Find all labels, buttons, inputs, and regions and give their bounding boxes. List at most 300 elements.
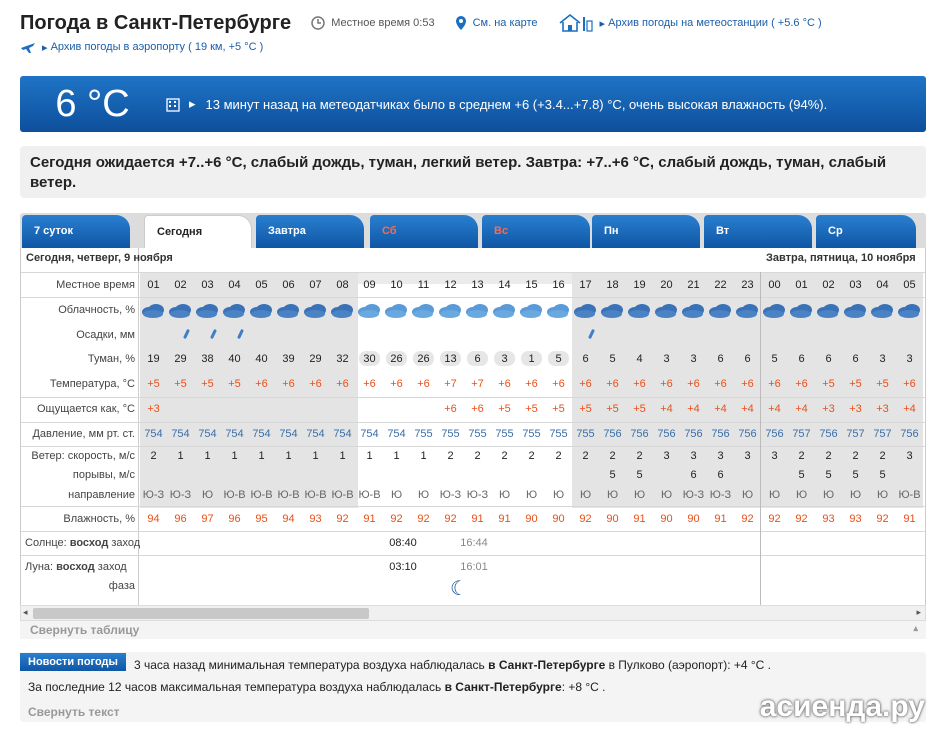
feels-cell: +5 (498, 403, 511, 415)
arrow-icon: ▸ (189, 96, 196, 111)
wind-cell: 3 (663, 450, 670, 462)
cloud-icon (437, 301, 463, 319)
wind-cell: 1 (231, 450, 238, 462)
humidity-cell: 92 (390, 513, 403, 525)
wind-cell: 2 (528, 450, 535, 462)
row-divider (21, 531, 925, 532)
label-wind: Ветер: скорость, м/с (31, 450, 135, 462)
sensor-message-text: 13 минут назад на метеодатчиках было в среднем +6 (+3.4...+7.8) °C, очень высокая влажность (94%). (205, 96, 828, 112)
pressure-cell: 756 (765, 428, 784, 440)
row-labels (21, 248, 139, 605)
direction-cell: Ю (822, 489, 835, 501)
direction-cell: Ю (876, 489, 889, 501)
fog-cell: 6 (717, 353, 724, 365)
direction-cell: Ю (201, 489, 214, 501)
label-humidity: Влажность, % (63, 513, 135, 525)
wind-cell: 2 (150, 450, 157, 462)
humidity-cell: 95 (255, 513, 268, 525)
airplane-icon (20, 40, 36, 54)
direction-cell: Ю (741, 489, 754, 501)
gust-cell: 5 (852, 469, 859, 481)
pressure-cell: 755 (522, 428, 541, 440)
map-pin-icon (455, 15, 467, 31)
station-temp: ( +5.6 °C ) (771, 17, 822, 29)
pressure-cell: 754 (144, 428, 163, 440)
temp-cell: +6 (336, 378, 349, 390)
pressure-cell: 754 (198, 428, 217, 440)
moon-phase-icon: ☾ (450, 578, 468, 600)
cloud-icon (329, 301, 355, 319)
map-link-label: См. на карте (472, 17, 538, 29)
hour-cell: 22 (714, 279, 727, 291)
wind-cell: 3 (717, 450, 724, 462)
wind-cell: 2 (879, 450, 886, 462)
fog-cell: 26 (390, 353, 403, 365)
cloud-icon (572, 301, 598, 319)
temp-cell: +6 (903, 378, 916, 390)
feels-cell: +4 (795, 403, 808, 415)
label-sun (25, 537, 140, 549)
humidity-cell: 91 (498, 513, 511, 525)
gust-cell: 5 (609, 469, 616, 481)
gust-cell: 5 (825, 469, 832, 481)
tab-3[interactable]: Сб (370, 215, 478, 248)
temp-cell: +5 (849, 378, 862, 390)
temp-cell: +6 (390, 378, 403, 390)
news-text: 3 часа назад минимальная температура воздуха наблюдалась (134, 658, 489, 672)
cloud-icon (815, 301, 841, 319)
day-header-tomorrow: Завтра, пятница, 10 ноября (766, 252, 916, 264)
cloud-icon (761, 301, 787, 319)
sensor-message (165, 96, 827, 112)
humidity-cell: 91 (633, 513, 646, 525)
scroll-left-icon[interactable]: ◂ (23, 607, 28, 617)
label-temp: Температура, °С (49, 378, 135, 390)
hour-cell: 21 (687, 279, 700, 291)
tab-0[interactable]: 7 суток (22, 215, 130, 248)
temp-cell: +6 (282, 378, 295, 390)
hour-cell: 10 (390, 279, 403, 291)
row-divider (21, 397, 925, 398)
tab-1[interactable]: Сегодня (144, 215, 252, 248)
temp-cell: +6 (498, 378, 511, 390)
wind-cell: 1 (258, 450, 265, 462)
tab-6[interactable]: Вт (704, 215, 812, 248)
gust-cell: 5 (879, 469, 886, 481)
wind-cell: 1 (366, 450, 373, 462)
sunrise-time: 08:40 (389, 537, 417, 549)
pressure-cell: 757 (873, 428, 892, 440)
tab-4[interactable]: Вс (482, 215, 590, 248)
cloud-icon (680, 301, 706, 319)
direction-cell: Ю (660, 489, 673, 501)
label-part: Солнце: (25, 537, 67, 549)
direction-cell: Ю (633, 489, 646, 501)
fog-cell: 6 (825, 353, 832, 365)
wind-cell: 2 (501, 450, 508, 462)
current-temp: 6 °C (55, 82, 130, 125)
fog-cell: 38 (201, 353, 214, 365)
humidity-cell: 97 (201, 513, 214, 525)
collapse-up-icon: ▴ (913, 623, 918, 633)
temp-cell: +6 (255, 378, 268, 390)
direction-cell: Ю (579, 489, 592, 501)
direction-cell: Ю-В (358, 489, 381, 501)
pressure-cell: 754 (279, 428, 298, 440)
pressure-cell: 755 (414, 428, 433, 440)
cloud-icon (599, 301, 625, 319)
feels-cell: +4 (714, 403, 727, 415)
hour-cell: 12 (444, 279, 457, 291)
cloud-icon (788, 301, 814, 319)
direction-cell: Ю-З (169, 489, 192, 501)
hour-cell: 02 (822, 279, 835, 291)
feels-cell: +5 (525, 403, 538, 415)
humidity-cell: 96 (174, 513, 187, 525)
humidity-cell: 91 (363, 513, 376, 525)
temp-cell: +6 (660, 378, 673, 390)
row-divider (21, 297, 925, 298)
feels-cell: +6 (471, 403, 484, 415)
cloud-icon (140, 301, 166, 319)
gust-cell: 5 (798, 469, 805, 481)
humidity-cell: 92 (444, 513, 457, 525)
label-part: восход (56, 561, 95, 573)
feels-cell: +3 (876, 403, 889, 415)
direction-cell: Ю (498, 489, 511, 501)
row-divider (21, 506, 925, 507)
humidity-cell: 93 (309, 513, 322, 525)
humidity-cell: 90 (552, 513, 565, 525)
pressure-cell: 756 (900, 428, 919, 440)
direction-cell: Ю-В (331, 489, 354, 501)
wind-cell: 1 (285, 450, 292, 462)
hour-cell: 23 (741, 279, 754, 291)
feels-cell: +4 (741, 403, 754, 415)
wind-cell: 1 (420, 450, 427, 462)
fog-cell: 1 (528, 353, 535, 365)
cloud-icon (248, 301, 274, 319)
temp-cell: +6 (309, 378, 322, 390)
fog-cell: 6 (474, 353, 481, 365)
cloud-icon (275, 301, 301, 319)
hour-cell: 14 (498, 279, 511, 291)
fog-cell: 6 (798, 353, 805, 365)
news-text: в Пулково (аэропорт): +4 °C . (605, 658, 772, 672)
direction-cell: Ю (768, 489, 781, 501)
news-item (134, 658, 771, 672)
fog-cell: 3 (879, 353, 886, 365)
pressure-cell: 755 (576, 428, 595, 440)
label-part: заход (111, 537, 141, 549)
direction-cell: Ю-В (898, 489, 921, 501)
pressure-cell: 755 (468, 428, 487, 440)
label-gusts: порывы, м/с (72, 469, 135, 481)
direction-cell: Ю (849, 489, 862, 501)
direction-cell: Ю-З (466, 489, 489, 501)
pressure-cell: 756 (630, 428, 649, 440)
cloud-icon (302, 301, 328, 319)
wind-cell: 1 (393, 450, 400, 462)
hour-cell: 19 (633, 279, 646, 291)
fog-cell: 26 (417, 353, 430, 365)
fog-cell: 5 (609, 353, 616, 365)
feels-cell: +3 (822, 403, 835, 415)
pressure-cell: 754 (171, 428, 190, 440)
hourly-table (20, 248, 926, 605)
feels-cell: +4 (687, 403, 700, 415)
cloud-icon (464, 301, 490, 319)
wind-cell: 2 (474, 450, 481, 462)
pressure-cell: 755 (441, 428, 460, 440)
pressure-cell: 754 (306, 428, 325, 440)
label-pressure: Давление, мм рт. ст. (32, 428, 135, 440)
hour-cell: 08 (336, 279, 349, 291)
direction-cell: Ю (417, 489, 430, 501)
cloud-icon (707, 301, 733, 319)
feels-cell: +6 (444, 403, 457, 415)
collapse-text-button[interactable]: Свернуть текст (28, 705, 120, 719)
station-archive-link[interactable] (558, 13, 822, 33)
hour-cell: 04 (228, 279, 241, 291)
tab-5[interactable]: Пн (592, 215, 700, 248)
temp-cell: +5 (228, 378, 241, 390)
news-city-link[interactable]: в Санкт-Петербурге (444, 680, 562, 694)
collapse-table-button[interactable] (20, 621, 926, 639)
temp-cell: +6 (768, 378, 781, 390)
cloud-icon (410, 301, 436, 319)
hour-cell: 13 (471, 279, 484, 291)
cloud-icon (167, 301, 193, 319)
hour-cell: 00 (768, 279, 781, 291)
cloud-icon (545, 301, 571, 319)
airport-info: ( 19 км, +5 °C ) (188, 41, 264, 53)
wind-cell: 2 (636, 450, 643, 462)
direction-cell: Ю-В (277, 489, 300, 501)
fog-cell: 19 (147, 353, 160, 365)
feels-cell: +5 (552, 403, 565, 415)
temp-cell: +7 (471, 378, 484, 390)
news-text: : +8 °C . (561, 680, 606, 694)
label-direction: направление (68, 489, 135, 501)
label-part: Луна: (25, 561, 54, 573)
feels-cell: +5 (633, 403, 646, 415)
cloud-icon (653, 301, 679, 319)
hour-cell: 01 (147, 279, 160, 291)
cloud-icon (356, 301, 382, 319)
pressure-cell: 756 (711, 428, 730, 440)
pressure-cell: 755 (549, 428, 568, 440)
direction-cell: Ю (795, 489, 808, 501)
fog-cell: 5 (771, 353, 778, 365)
hour-cell: 07 (309, 279, 322, 291)
pressure-cell: 754 (252, 428, 271, 440)
hour-cell: 11 (417, 279, 430, 291)
humidity-cell: 93 (822, 513, 835, 525)
label-time: Местное время (56, 279, 135, 291)
local-time-label: Местное время (331, 17, 411, 29)
feels-cell: +3 (147, 403, 160, 415)
collapse-table-label: Свернуть таблицу (30, 623, 140, 637)
humidity-cell: 91 (471, 513, 484, 525)
pressure-cell: 757 (846, 428, 865, 440)
row-divider (21, 446, 925, 447)
direction-cell: Ю-В (223, 489, 246, 501)
building-icon (165, 96, 181, 112)
feels-cell: +4 (660, 403, 673, 415)
local-time-value: 0:53 (413, 17, 435, 29)
humidity-cell: 96 (228, 513, 241, 525)
label-precip: Осадки, мм (76, 329, 135, 341)
temp-cell: +5 (147, 378, 160, 390)
feels-cell: +4 (768, 403, 781, 415)
temp-cell: +5 (174, 378, 187, 390)
temp-cell: +6 (525, 378, 538, 390)
wind-cell: 1 (339, 450, 346, 462)
cloud-icon (734, 301, 760, 319)
station-archive-label: Архив погоды на метеостанции (608, 17, 769, 29)
hour-cell: 15 (525, 279, 538, 291)
temp-cell: +6 (714, 378, 727, 390)
local-time (311, 16, 434, 30)
wind-cell: 1 (177, 450, 184, 462)
temp-cell: +6 (606, 378, 619, 390)
wind-cell: 1 (312, 450, 319, 462)
temp-cell: +6 (579, 378, 592, 390)
fog-cell: 29 (309, 353, 322, 365)
direction-cell: Ю-В (250, 489, 273, 501)
hour-cell: 03 (201, 279, 214, 291)
humidity-cell: 92 (768, 513, 781, 525)
hour-cell: 03 (849, 279, 862, 291)
direction-cell: Ю-З (439, 489, 462, 501)
direction-cell: Ю-З (709, 489, 732, 501)
hour-cell: 02 (174, 279, 187, 291)
hour-cell: 18 (606, 279, 619, 291)
label-fog: Туман, % (87, 353, 135, 365)
humidity-cell: 92 (876, 513, 889, 525)
pressure-cell: 754 (333, 428, 352, 440)
fog-cell: 6 (852, 353, 859, 365)
wind-cell: 2 (825, 450, 832, 462)
scrollbar-thumb[interactable] (33, 608, 369, 619)
temp-cell: +5 (876, 378, 889, 390)
scroll-right-icon[interactable]: ▸ (916, 607, 921, 617)
header (20, 8, 943, 38)
pressure-cell: 755 (495, 428, 514, 440)
gust-cell: 6 (717, 469, 724, 481)
fog-cell: 13 (444, 353, 457, 365)
row-divider (21, 422, 925, 423)
wind-cell: 1 (204, 450, 211, 462)
cloud-icon (383, 301, 409, 319)
label-feels: Ощущается как, °С (36, 403, 135, 415)
pressure-cell: 754 (225, 428, 244, 440)
day-header-today: Сегодня, четверг, 9 ноября (26, 252, 173, 264)
humidity-cell: 92 (336, 513, 349, 525)
station-house-icon (558, 13, 594, 33)
humidity-cell: 90 (525, 513, 538, 525)
news-text: За последние 12 часов максимальная температура воздуха наблюдалась (28, 680, 445, 694)
cloud-icon (518, 301, 544, 319)
fog-cell: 4 (636, 353, 643, 365)
temp-cell: +6 (552, 378, 565, 390)
wind-cell: 3 (690, 450, 697, 462)
temp-cell: +6 (417, 378, 430, 390)
wind-cell: 2 (852, 450, 859, 462)
fog-cell: 30 (363, 353, 376, 365)
wind-cell: 2 (798, 450, 805, 462)
news-item (28, 680, 606, 694)
feels-cell: +5 (579, 403, 592, 415)
feels-cell: +4 (903, 403, 916, 415)
hour-cell: 01 (795, 279, 808, 291)
gust-cell: 5 (636, 469, 643, 481)
direction-cell: Ю (552, 489, 565, 501)
wind-cell: 2 (582, 450, 589, 462)
temp-cell: +5 (822, 378, 835, 390)
table-scrollbar[interactable] (20, 605, 926, 621)
humidity-cell: 92 (417, 513, 430, 525)
fog-cell: 32 (336, 353, 349, 365)
fog-cell: 40 (228, 353, 241, 365)
temp-cell: +6 (687, 378, 700, 390)
cloud-icon (221, 301, 247, 319)
map-link[interactable] (455, 15, 538, 31)
humidity-cell: 93 (849, 513, 862, 525)
temp-cell: +5 (201, 378, 214, 390)
fog-cell: 6 (744, 353, 751, 365)
hour-cell: 17 (579, 279, 592, 291)
label-part: заход (97, 561, 127, 573)
pressure-cell: 756 (738, 428, 757, 440)
label-part: восход (69, 537, 109, 549)
forecast-summary: Сегодня ожидается +7..+6 °C, слабый дождь, туман, легкий ветер. Завтра: +7..+6 °C, слабый дождь, туман, слабый ветер. (20, 146, 926, 198)
direction-cell: Ю-З (682, 489, 705, 501)
hour-cell: 05 (255, 279, 268, 291)
fog-cell: 3 (906, 353, 913, 365)
wind-cell: 3 (771, 450, 778, 462)
feels-cell: +3 (849, 403, 862, 415)
airport-archive-link[interactable] (20, 40, 263, 54)
direction-cell: Ю (525, 489, 538, 501)
watermark: асиенда.ру (759, 690, 925, 723)
news-city-link[interactable]: в Санкт-Петербурге (488, 658, 606, 672)
moonset-time: 16:01 (460, 561, 488, 573)
day-tabs (20, 213, 926, 248)
tab-2[interactable]: Завтра (256, 215, 364, 248)
fog-cell: 3 (663, 353, 670, 365)
temp-cell: +7 (444, 378, 457, 390)
moonrise-time: 03:10 (389, 561, 417, 573)
current-weather-banner (20, 76, 926, 132)
tab-7[interactable]: Ср (816, 215, 916, 248)
temp-cell: +6 (633, 378, 646, 390)
humidity-cell: 94 (147, 513, 160, 525)
pressure-cell: 757 (792, 428, 811, 440)
temp-cell: +6 (363, 378, 376, 390)
humidity-cell: 91 (714, 513, 727, 525)
label-phase: фаза (108, 580, 135, 592)
hour-cell: 20 (660, 279, 673, 291)
feels-cell: +5 (606, 403, 619, 415)
fog-cell: 5 (555, 353, 562, 365)
humidity-cell: 94 (282, 513, 295, 525)
humidity-cell: 90 (660, 513, 673, 525)
humidity-cell: 92 (579, 513, 592, 525)
pressure-cell: 756 (684, 428, 703, 440)
hour-cell: 05 (903, 279, 916, 291)
